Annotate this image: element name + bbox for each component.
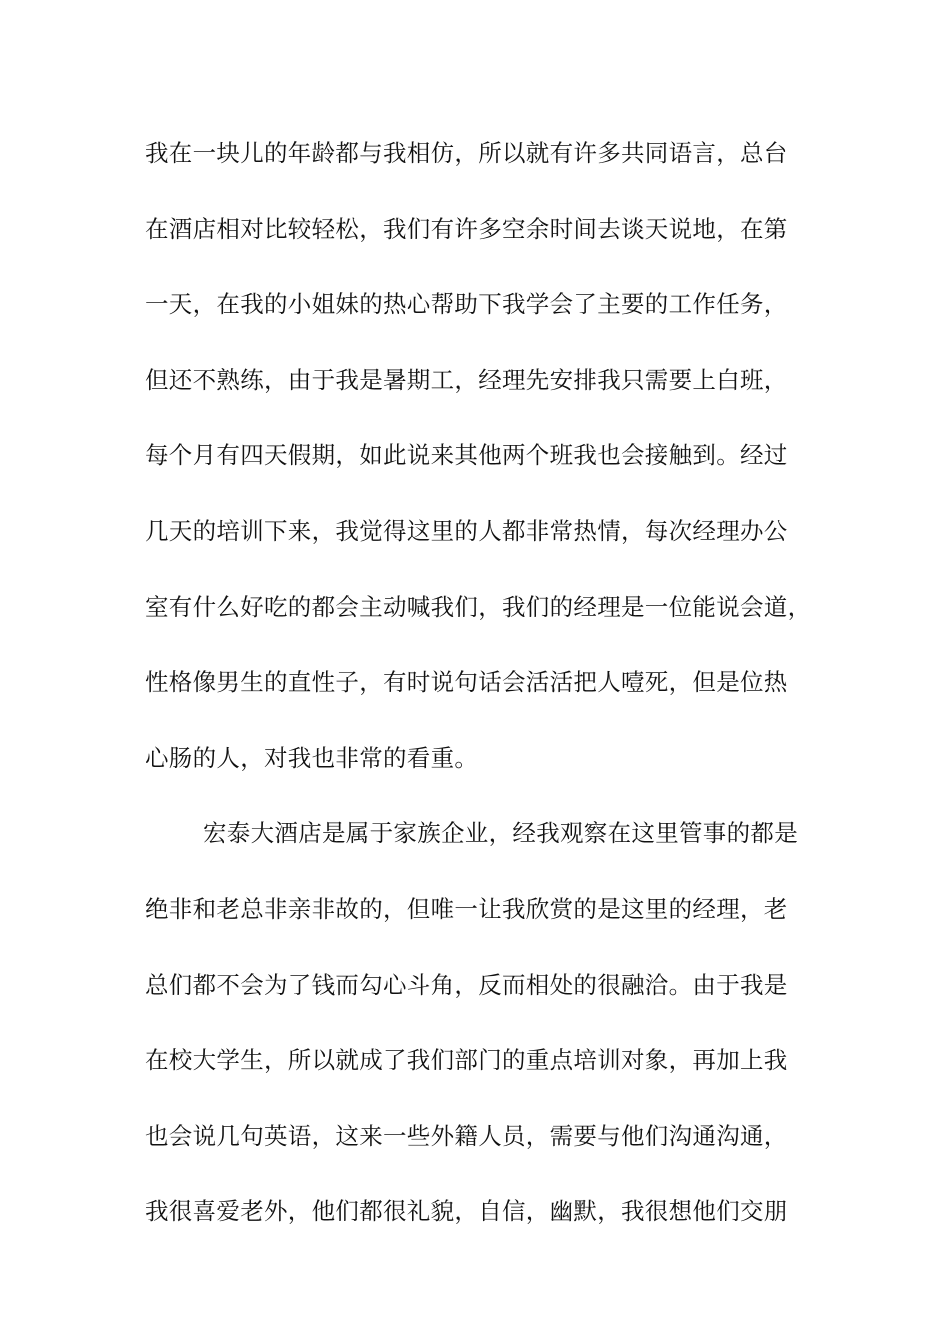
text-line: 一天，在我的小姐妹的热心帮助下我学会了主要的工作任务， [145,290,788,319]
text-line: 在酒店相对比较轻松，我们有许多空余时间去谈天说地，在第 [145,214,788,243]
text-line: 也会说几句英语，这来一些外籍人员，需要与他们沟通沟通， [145,1121,788,1150]
text-line: 我很喜爱老外，他们都很礼貌，自信，幽默，我很想他们交朋 [145,1197,788,1226]
text-line: 心肠的人，对我也非常的看重。 [145,743,479,772]
text-line: 总们都不会为了钱而勾心斗角，反而相处的很融洽。由于我是 [145,970,788,999]
paragraph-first-line: 宏泰大酒店是属于家族企业，经我观察在这里管事的都是 [203,819,798,848]
text-line: 在校大学生，所以就成了我们部门的重点培训对象，再加上我 [145,1046,788,1075]
text-line: 室有什么好吃的都会主动喊我们，我们的经理是一位能说会道， [145,592,812,621]
text-line: 几天的培训下来，我觉得这里的人都非常热情，每次经理办公 [145,516,788,545]
text-line: 每个月有四天假期，如此说来其他两个班我也会接触到。经过 [145,441,788,470]
text-line: 但还不熟练，由于我是暑期工，经理先安排我只需要上白班， [145,365,788,394]
text-line: 我在一块儿的年龄都与我相仿，所以就有许多共同语言，总台 [145,139,788,167]
document-body [145,132,835,1266]
text-line: 绝非和老总非亲非故的，但唯一让我欣赏的是这里的经理，老 [145,894,788,923]
text-line: 性格像男生的直性子，有时说句话会活活把人噎死，但是位热 [145,668,788,697]
